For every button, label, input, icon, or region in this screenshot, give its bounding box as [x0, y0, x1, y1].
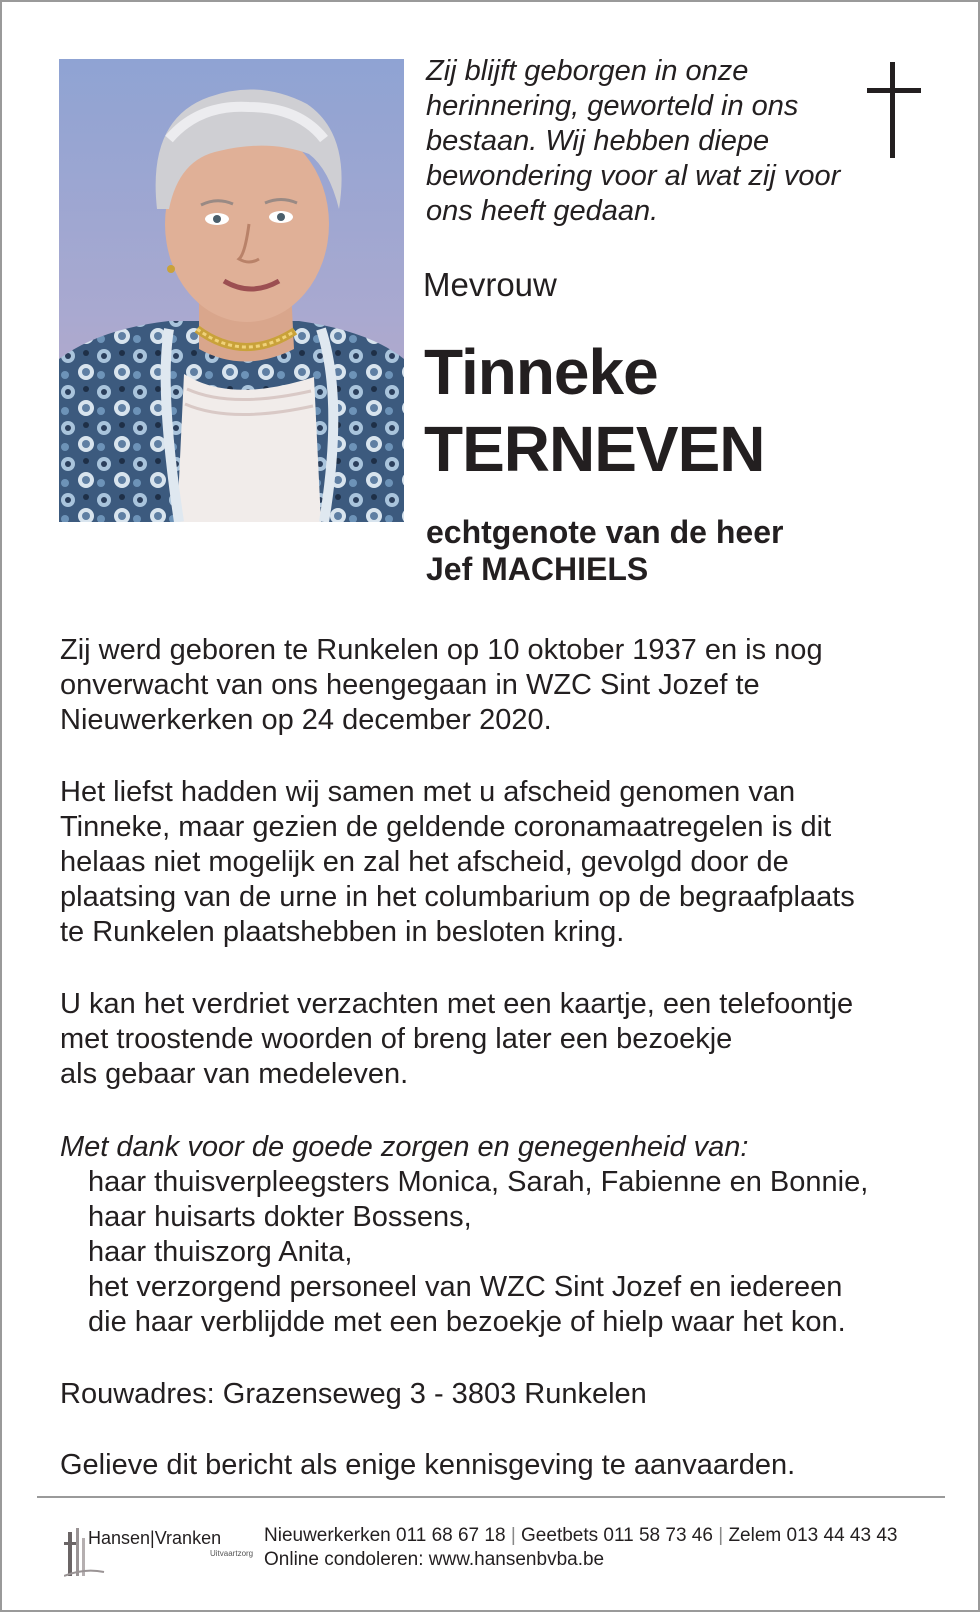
phone-geetbets: Geetbets 011 58 73 46 [521, 1525, 713, 1546]
first-name: Tinneke [424, 336, 658, 408]
paragraph-line: te Runkelen plaatshebben in besloten kring. [60, 916, 625, 948]
paragraph-line: met troostende woorden of breng later een bezoekje [60, 1023, 733, 1055]
notice-text [60, 1448, 960, 1483]
thanks-intro: Met dank voor de goede zorgen en genegenheid van: [60, 1131, 749, 1163]
footer-contact [264, 1524, 897, 1572]
farewell-paragraph [60, 775, 960, 950]
relation-text: echtgenote van de heer [426, 514, 784, 550]
footer-phone-line [264, 1524, 897, 1548]
spouse-info [426, 514, 783, 588]
thanks-line: die haar verblijdde met een bezoekje of hielp waar het kon. [88, 1306, 846, 1338]
thanks-line: haar thuisverpleegsters Monica, Sarah, Fabienne en Bonnie, [88, 1166, 869, 1198]
paragraph-line: Tinneke, maar gezien de geldende coronamaatregelen is dit [60, 811, 832, 843]
paragraph-line: Zij werd geboren te Runkelen op 10 oktober 1937 en is nog [60, 634, 823, 666]
portrait-photo [59, 59, 404, 522]
thanks-section [60, 1130, 960, 1340]
paragraph-line: als gebaar van medeleven. [60, 1058, 409, 1090]
condolence-paragraph [60, 987, 960, 1092]
thanks-line: haar thuiszorg Anita, [88, 1236, 353, 1268]
phone-zelem: Zelem 013 44 43 43 [728, 1525, 898, 1546]
quote-line: Zij blijft geborgen in onze [426, 55, 749, 87]
quote-line: herinnering, geworteld in ons [426, 90, 799, 122]
thanks-line: het verzorgend personeel van WZC Sint Jozef en iedereen [88, 1271, 843, 1303]
spouse-name: Jef MACHIELS [426, 551, 649, 587]
phone-nieuwerkerken: Nieuwerkerken 011 68 67 18 [264, 1525, 506, 1546]
mourning-address [60, 1377, 960, 1412]
paragraph-line: Het liefst hadden wij samen met u afscheid genomen van [60, 776, 796, 808]
memorial-quote [426, 54, 866, 229]
paragraph-line: Nieuwerkerken op 24 december 2020. [60, 704, 552, 736]
cross-icon [864, 62, 924, 162]
quote-line: ons heeft gedaan. [426, 195, 659, 227]
paragraph-line: plaatsing van de urne in het columbarium op de begraafplaats [60, 881, 855, 913]
quote-line: bestaan. Wij hebben diepe [426, 125, 770, 157]
footer-divider [37, 1496, 945, 1498]
logo-subtitle: Uitvaartzorg [210, 1549, 254, 1558]
quote-line: bewondering voor al wat zij voor [426, 160, 841, 192]
separator: | [510, 1525, 516, 1546]
online-condolence-link[interactable]: Online condoleren: www.hansenbvba.be [264, 1549, 605, 1570]
notice-line: Gelieve dit bericht als enige kennisgeving te aanvaarden. [60, 1449, 796, 1481]
logo-text: Hansen|Vranken [88, 1528, 222, 1548]
deceased-name [424, 334, 765, 488]
address-text: Rouwadres: Grazenseweg 3 - 3803 Runkelen [60, 1378, 647, 1410]
paragraph-line: onverwacht van ons heengegaan in WZC Sint Jozef te [60, 669, 760, 701]
paragraph-line: helaas niet mogelijk en zal het afscheid, gevolgd door de [60, 846, 789, 878]
last-name: TERNEVEN [424, 413, 765, 485]
birth-death-paragraph [60, 633, 960, 738]
honorific: Mevrouw [423, 266, 557, 303]
separator: | [718, 1525, 724, 1546]
thanks-line: haar huisarts dokter Bossens, [88, 1201, 472, 1233]
portrait-illustration [59, 59, 404, 522]
paragraph-line: U kan het verdriet verzachten met een kaartje, een telefoontje [60, 988, 854, 1020]
